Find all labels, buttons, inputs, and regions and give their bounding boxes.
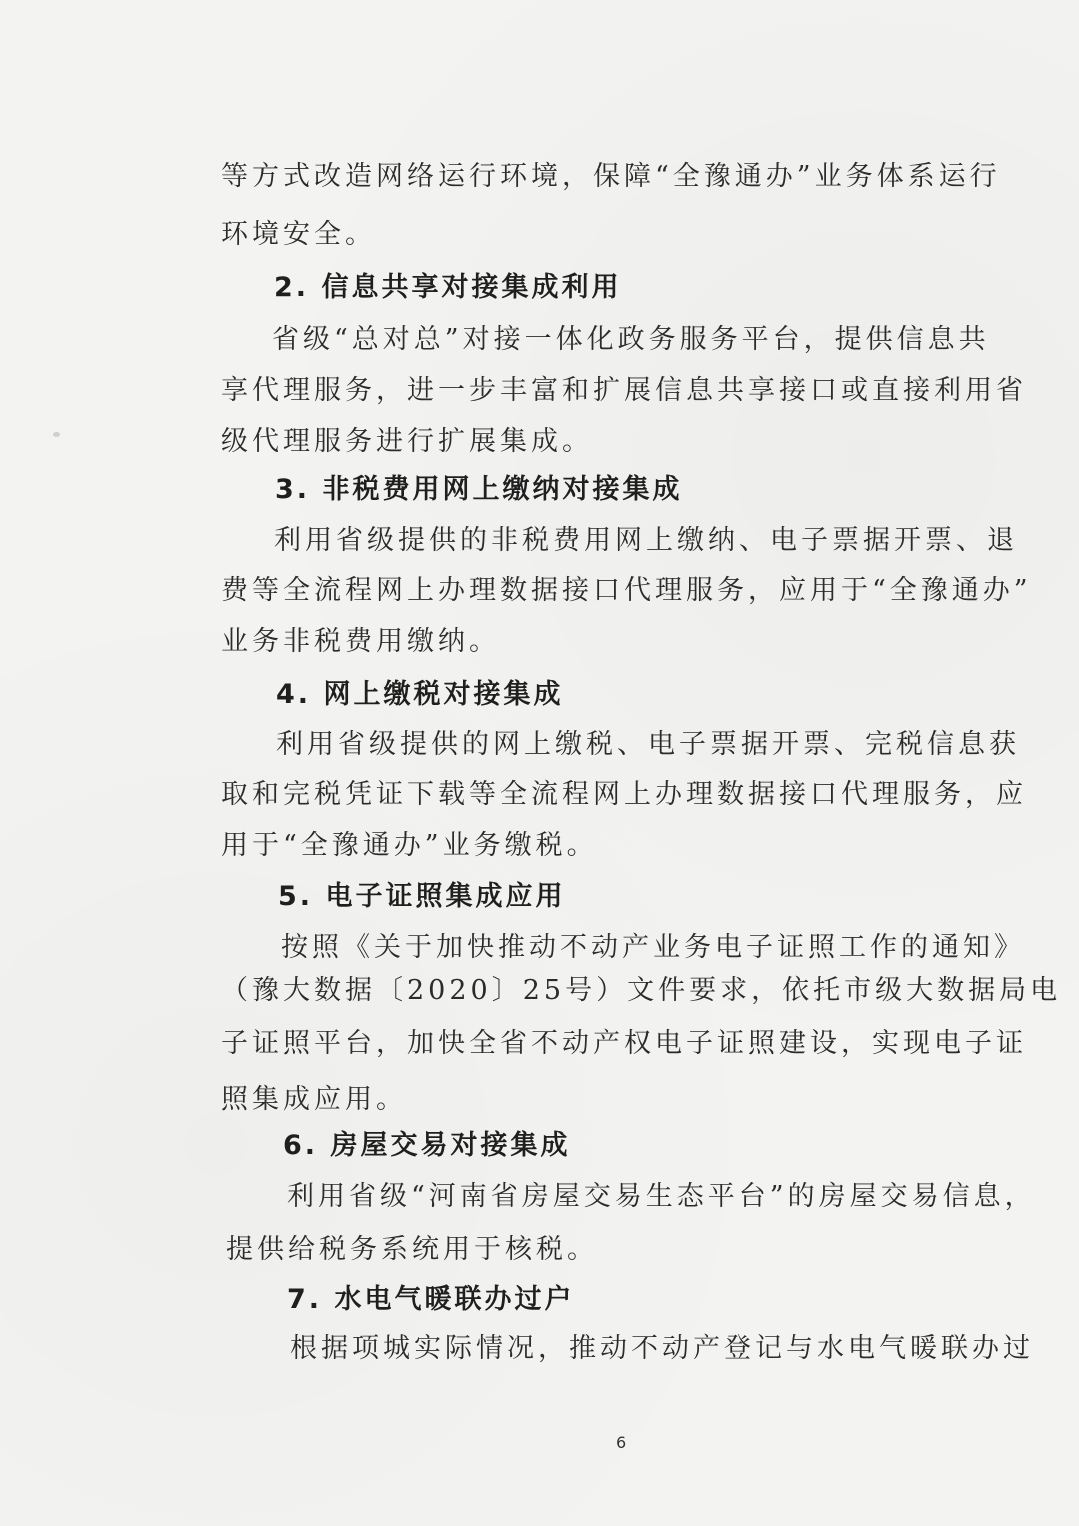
body-text-line: 利用省级“河南省房屋交易生态平台”的房屋交易信息，	[287, 1181, 1036, 1212]
page-number: 6	[616, 1433, 627, 1452]
body-text-line: 根据项城实际情况，推动不动产登记与水电气暖联办过	[290, 1333, 1034, 1364]
section-heading: 7. 水电气暖联办过户	[287, 1284, 575, 1315]
section-heading: 3. 非税费用网上缴纳对接集成	[275, 474, 683, 505]
body-text-line: 提供给税务系统用于核税。	[226, 1234, 598, 1265]
section-heading: 2. 信息共享对接集成利用	[274, 272, 622, 303]
body-text-line: 享代理服务，进一步丰富和扩展信息共享接口或直接利用省	[221, 375, 1027, 406]
body-text-line: 照集成应用。	[221, 1084, 407, 1115]
body-text-line: （豫大数据〔2020〕25号）文件要求，依托市级大数据局电	[221, 975, 1062, 1006]
body-text-line: 利用省级提供的网上缴税、电子票据开票、完税信息获	[276, 729, 1020, 760]
body-text-line: 环境安全。	[221, 219, 376, 250]
body-text-line: 等方式改造网络运行环境，保障“全豫通办”业务体系运行	[221, 161, 1001, 192]
body-text-line: 取和完税凭证下载等全流程网上办理数据接口代理服务，应	[221, 779, 1027, 810]
section-heading: 4. 网上缴税对接集成	[276, 679, 564, 710]
body-text-line: 省级“总对总”对接一体化政务服务平台，提供信息共	[272, 324, 990, 355]
body-text-line: 子证照平台，加快全省不动产权电子证照建设，实现电子证	[221, 1028, 1027, 1059]
body-text-line: 费等全流程网上办理数据接口代理服务，应用于“全豫通办”	[221, 575, 1032, 606]
section-heading: 5. 电子证照集成应用	[278, 881, 566, 912]
body-text-line: 业务非税费用缴纳。	[221, 626, 500, 657]
body-text-line: 利用省级提供的非税费用网上缴纳、电子票据开票、退	[274, 525, 1018, 556]
section-heading: 6. 房屋交易对接集成	[283, 1130, 571, 1161]
body-text-line: 用于“全豫通办”业务缴税。	[221, 830, 598, 861]
body-text-line: 级代理服务进行扩展集成。	[221, 426, 593, 457]
scan-speck	[53, 432, 60, 437]
body-text-line: 按照《关于加快推动不动产业务电子证照工作的通知》	[281, 932, 1025, 963]
